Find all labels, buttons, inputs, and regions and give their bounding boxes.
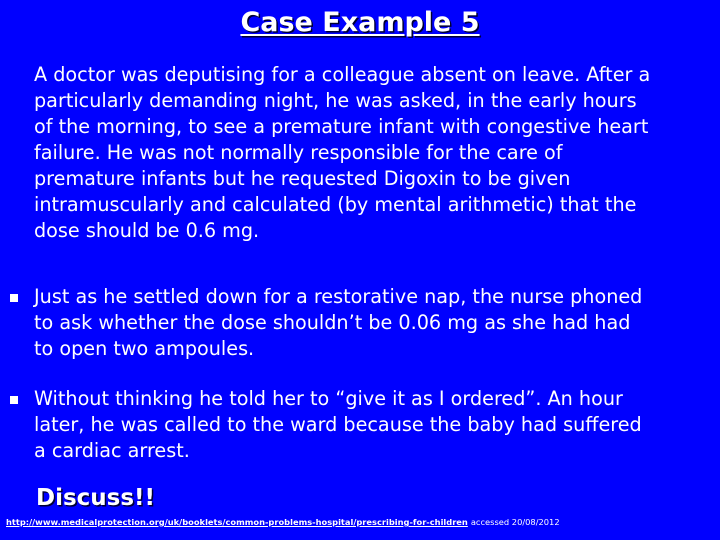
square-bullet-icon: [10, 294, 18, 302]
bullet-item-cardiac-arrest: Without thinking he told her to “give it as I ordered”. An hour later, he was called to the ward because the baby had suffered a cardiac arrest.: [34, 387, 642, 462]
case-description-paragraph: A doctor was deputising for a colleague absent on leave. After a particularly demanding night, he was asked, in the early hours of the morning, to see a premature infant with congestive heart failure. He was not normally responsible for the care of premature infants but he requested Digoxin to be given intramuscularly and calculated (by mental arithmetic) that the dose should be 0.6 mg.: [34, 63, 651, 242]
slide-title: Case Example 5: [240, 7, 480, 38]
source-footer: [6, 517, 560, 528]
square-bullet-icon: [10, 396, 18, 404]
bullet-item-nurse-call: Just as he settled down for a restorative nap, the nurse phoned to ask whether the dose shouldn’t be 0.06 mg as she had had to open two ampoules.: [34, 285, 643, 360]
discuss-prompt: Discuss!!: [36, 485, 156, 511]
accessed-date: accessed 20/08/2012: [470, 517, 560, 527]
source-link[interactable]: http://www.medicalprotection.org/uk/booklets/common-problems-hospital/prescribing-for-children: [6, 517, 468, 527]
